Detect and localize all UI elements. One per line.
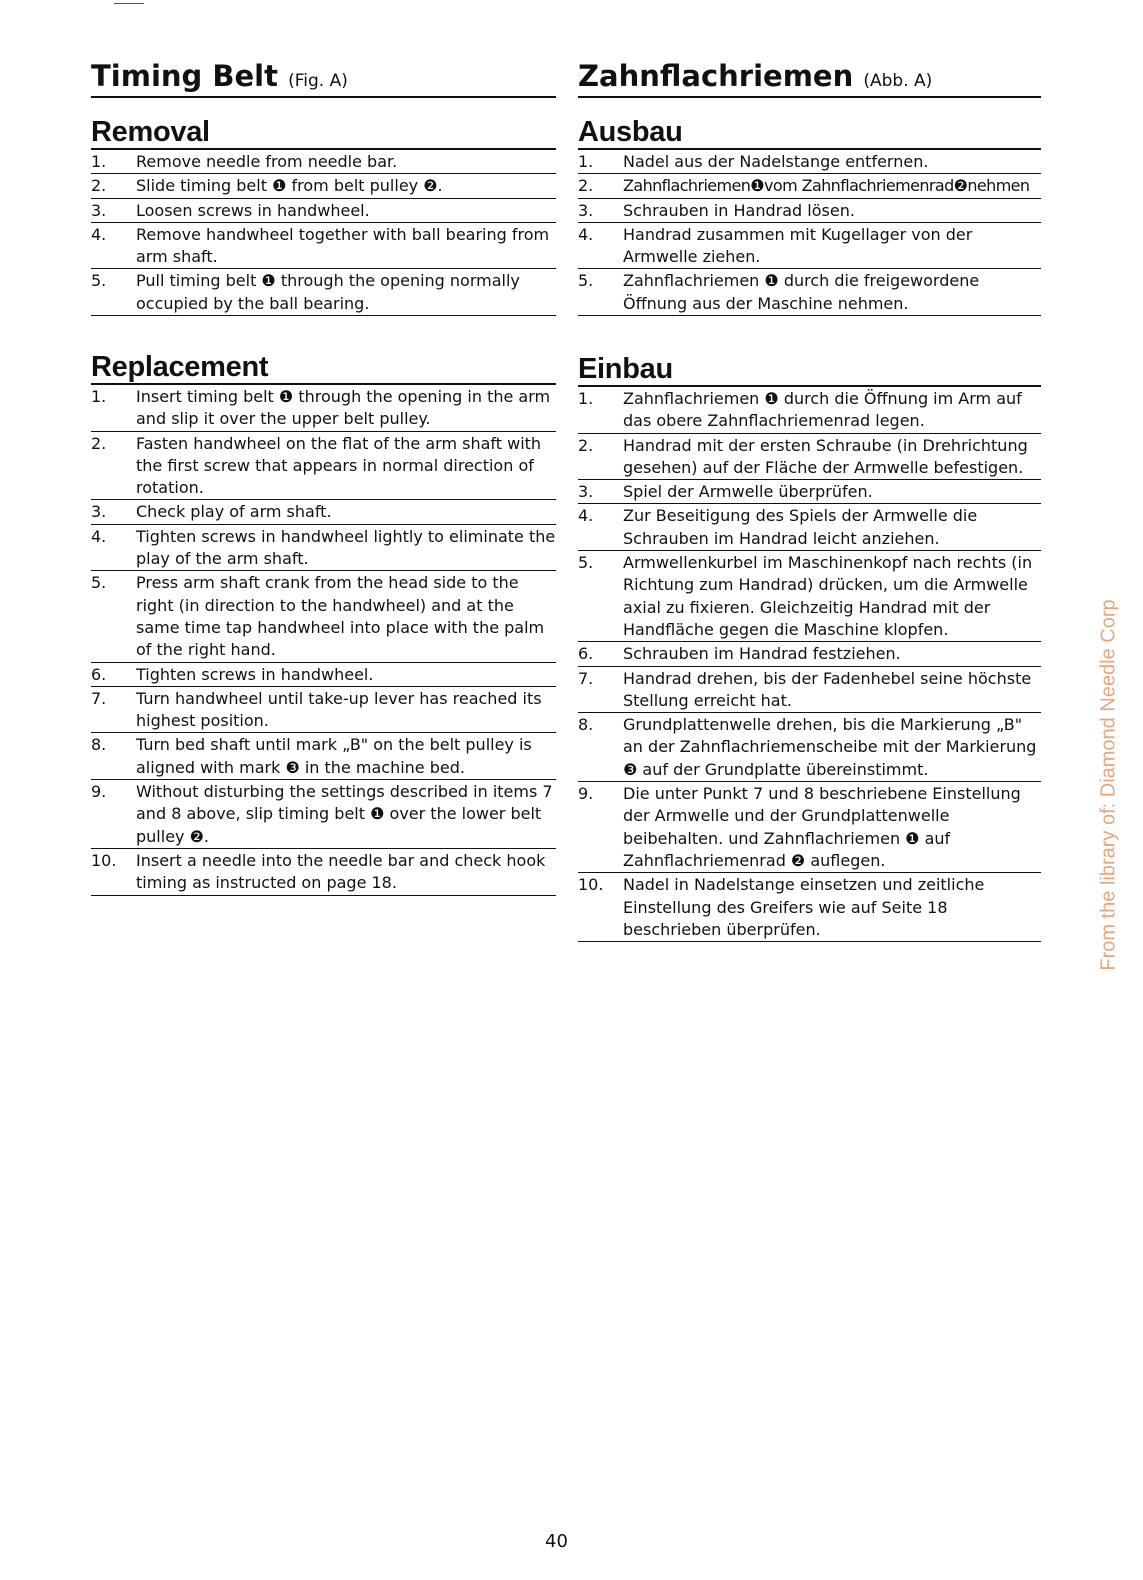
step-text: Schrauben in Handrad lösen.: [623, 200, 855, 220]
section-heading: Ausbau: [578, 116, 1041, 150]
step-item: [91, 432, 556, 501]
step-text: Zahnflachriemen ❶ durch die freigewordene Öffnung aus der Maschine nehmen.: [623, 271, 980, 313]
step-text: Fasten handwheel on the flat of the arm shaft with the first screw that appears in normal direction of rotation.: [136, 433, 542, 498]
title-text: Timing Belt: [91, 59, 278, 93]
figure-reference: (Fig. A): [288, 71, 348, 91]
step-text: Schrauben im Handrad festziehen.: [623, 644, 901, 664]
step-number: 1.: [91, 152, 107, 171]
scan-mark: [114, 3, 144, 4]
step-item: [578, 223, 1041, 270]
step-item: [91, 500, 556, 524]
step-item: [578, 269, 1041, 316]
step-text: Zahnflachriemen ❶ durch die Öffnung im Arm auf das obere Zahnflachriemenrad legen.: [623, 389, 1022, 431]
removal-steps: [91, 150, 556, 316]
step-item: [91, 687, 556, 734]
step-text: Remove needle from needle bar.: [136, 152, 398, 171]
step-number: 2.: [91, 433, 107, 453]
step-number: 3.: [91, 502, 107, 522]
page-title-german: [578, 58, 1041, 98]
page-title-english: [91, 58, 556, 98]
step-item: [578, 150, 1041, 174]
section-heading: Replacement: [91, 351, 556, 385]
section-heading: Einbau: [578, 353, 1041, 387]
step-item: [91, 223, 556, 270]
step-number: 6.: [578, 644, 594, 664]
step-number: 9.: [578, 784, 594, 804]
step-item: [578, 387, 1041, 434]
step-number: 1.: [91, 387, 107, 406]
step-text: Pull timing belt ❶ through the opening normally occupied by the ball bearing.: [136, 271, 520, 313]
step-number: 2.: [578, 435, 594, 455]
step-item: [578, 713, 1041, 782]
step-text: Spiel der Armwelle überprüfen.: [623, 482, 873, 502]
step-item: [91, 571, 556, 662]
step-item: [91, 733, 556, 780]
step-text: Turn bed shaft until mark „B" on the belt pulley is aligned with mark ❸ in the machine bed.: [136, 735, 532, 777]
replacement-section: [91, 351, 556, 896]
title-text: Zahnflachriemen: [578, 59, 854, 93]
step-number: 1.: [578, 152, 594, 171]
step-text: Armwellenkurbel im Maschinenkopf nach rechts (in Richtung zum Handrad) drücken, um die Armwelle axial zu fixieren. Gleichzeitig Handrad mit der Handfläche gegen die Maschine klopfen.: [623, 553, 1033, 639]
step-item: [91, 199, 556, 223]
step-number: 8.: [578, 715, 594, 735]
step-number: 5.: [91, 271, 107, 291]
step-text: Tighten screws in handwheel lightly to eliminate the play of the arm shaft.: [136, 526, 556, 569]
watermark-text: From the library of: Diamond Needle Corp: [1097, 599, 1120, 971]
step-text: Insert timing belt ❶ through the opening in the arm and slip it over the upper belt pulley.: [136, 387, 551, 429]
step-text: Press arm shaft crank from the head side to the right (in direction to the handwheel) and at the same time tap handwheel into place with the palm of the right hand.: [136, 573, 545, 660]
step-item: [91, 525, 556, 572]
step-item: [578, 667, 1041, 714]
step-item: [91, 150, 556, 174]
step-text: Tighten screws in handwheel.: [136, 664, 374, 684]
step-number: 9.: [91, 782, 107, 802]
step-number: 7.: [91, 688, 107, 708]
section-heading: Removal: [91, 116, 556, 150]
step-item: [91, 849, 556, 896]
step-text: Handrad drehen, bis der Fadenhebel seine höchste Stellung erreicht hat.: [623, 668, 1032, 710]
step-number: 3.: [91, 200, 107, 220]
step-item: [578, 480, 1041, 504]
step-text: Nadel in Nadelstange einsetzen und zeitliche Einstellung des Greifers wie auf Seite 18 beschrieben überprüfen.: [623, 875, 985, 939]
ausbau-steps: [578, 150, 1041, 316]
step-number: 4.: [578, 224, 594, 244]
step-text: Insert a needle into the needle bar and check hook timing as instructed on page 18.: [136, 850, 546, 893]
step-number: 5.: [91, 573, 107, 593]
step-number: 7.: [578, 668, 594, 688]
einbau-section: [578, 353, 1041, 942]
step-number: 4.: [578, 506, 594, 526]
step-item: [578, 642, 1041, 666]
step-text: Loosen screws in handwheel.: [136, 200, 370, 220]
step-item: [578, 504, 1041, 551]
step-text: Slide timing belt ❶ from belt pulley ❷.: [136, 176, 443, 196]
step-item: [578, 434, 1041, 481]
step-item: [91, 385, 556, 432]
step-number: 3.: [578, 200, 594, 220]
step-number: 4.: [91, 224, 107, 244]
step-number: 5.: [578, 553, 594, 573]
figure-reference: (Abb. A): [863, 71, 933, 91]
step-number: 2.: [578, 176, 594, 196]
step-number: 1.: [578, 389, 594, 408]
step-text: Handrad zusammen mit Kugellager von der Armwelle ziehen.: [623, 224, 973, 267]
replacement-steps: [91, 385, 556, 896]
einbau-steps: [578, 387, 1041, 942]
step-text: Zur Beseitigung des Spiels der Armwelle die Schrauben im Handrad leicht anziehen.: [623, 506, 978, 548]
step-text: Without disturbing the settings described in items 7 and 8 above, slip timing belt ❶ over the lower belt pulley ❷.: [136, 782, 553, 846]
step-text: Handrad mit der ersten Schraube (in Drehrichtung gesehen) auf der Fläche der Armwelle befestigen.: [623, 435, 1028, 477]
step-item: [578, 199, 1041, 223]
page-number: 40: [545, 1531, 568, 1552]
step-item: [578, 174, 1041, 198]
step-item: [91, 269, 556, 316]
step-text: Zahnflachriemen❶vom Zahnflachriemenrad❷nehmen: [623, 176, 1030, 196]
step-number: 5.: [578, 271, 594, 291]
step-text: Remove handwheel together with ball bearing from arm shaft.: [136, 224, 550, 267]
step-item: [578, 873, 1041, 942]
step-item: [578, 782, 1041, 873]
step-item: [91, 780, 556, 849]
removal-section: [91, 116, 556, 316]
step-text: Grundplattenwelle drehen, bis die Markierung „B" an der Zahnflachriemenscheibe mit der Markierung ❸ auf der Grundplatte übereinstimmt.: [623, 715, 1037, 779]
step-item: [578, 551, 1041, 642]
step-number: 6.: [91, 664, 107, 684]
step-number: 4.: [91, 526, 107, 546]
step-number: 3.: [578, 482, 594, 502]
step-text: Nadel aus der Nadelstange entfernen.: [623, 152, 929, 171]
step-text: Check play of arm shaft.: [136, 502, 332, 522]
step-text: Die unter Punkt 7 und 8 beschriebene Einstellung der Armwelle und der Grundplattenwelle beibehalten. und Zahnflachriemen ❶ auf Zahnflachriemenrad ❷ auflegen.: [623, 784, 1021, 870]
step-number: 2.: [91, 176, 107, 196]
step-number: 10.: [578, 875, 604, 895]
step-number: 10.: [91, 850, 117, 870]
step-item: [91, 174, 556, 198]
ausbau-section: [578, 116, 1041, 316]
step-item: [91, 663, 556, 687]
step-text: Turn handwheel until take-up lever has reached its highest position.: [136, 688, 542, 731]
step-number: 8.: [91, 735, 107, 755]
